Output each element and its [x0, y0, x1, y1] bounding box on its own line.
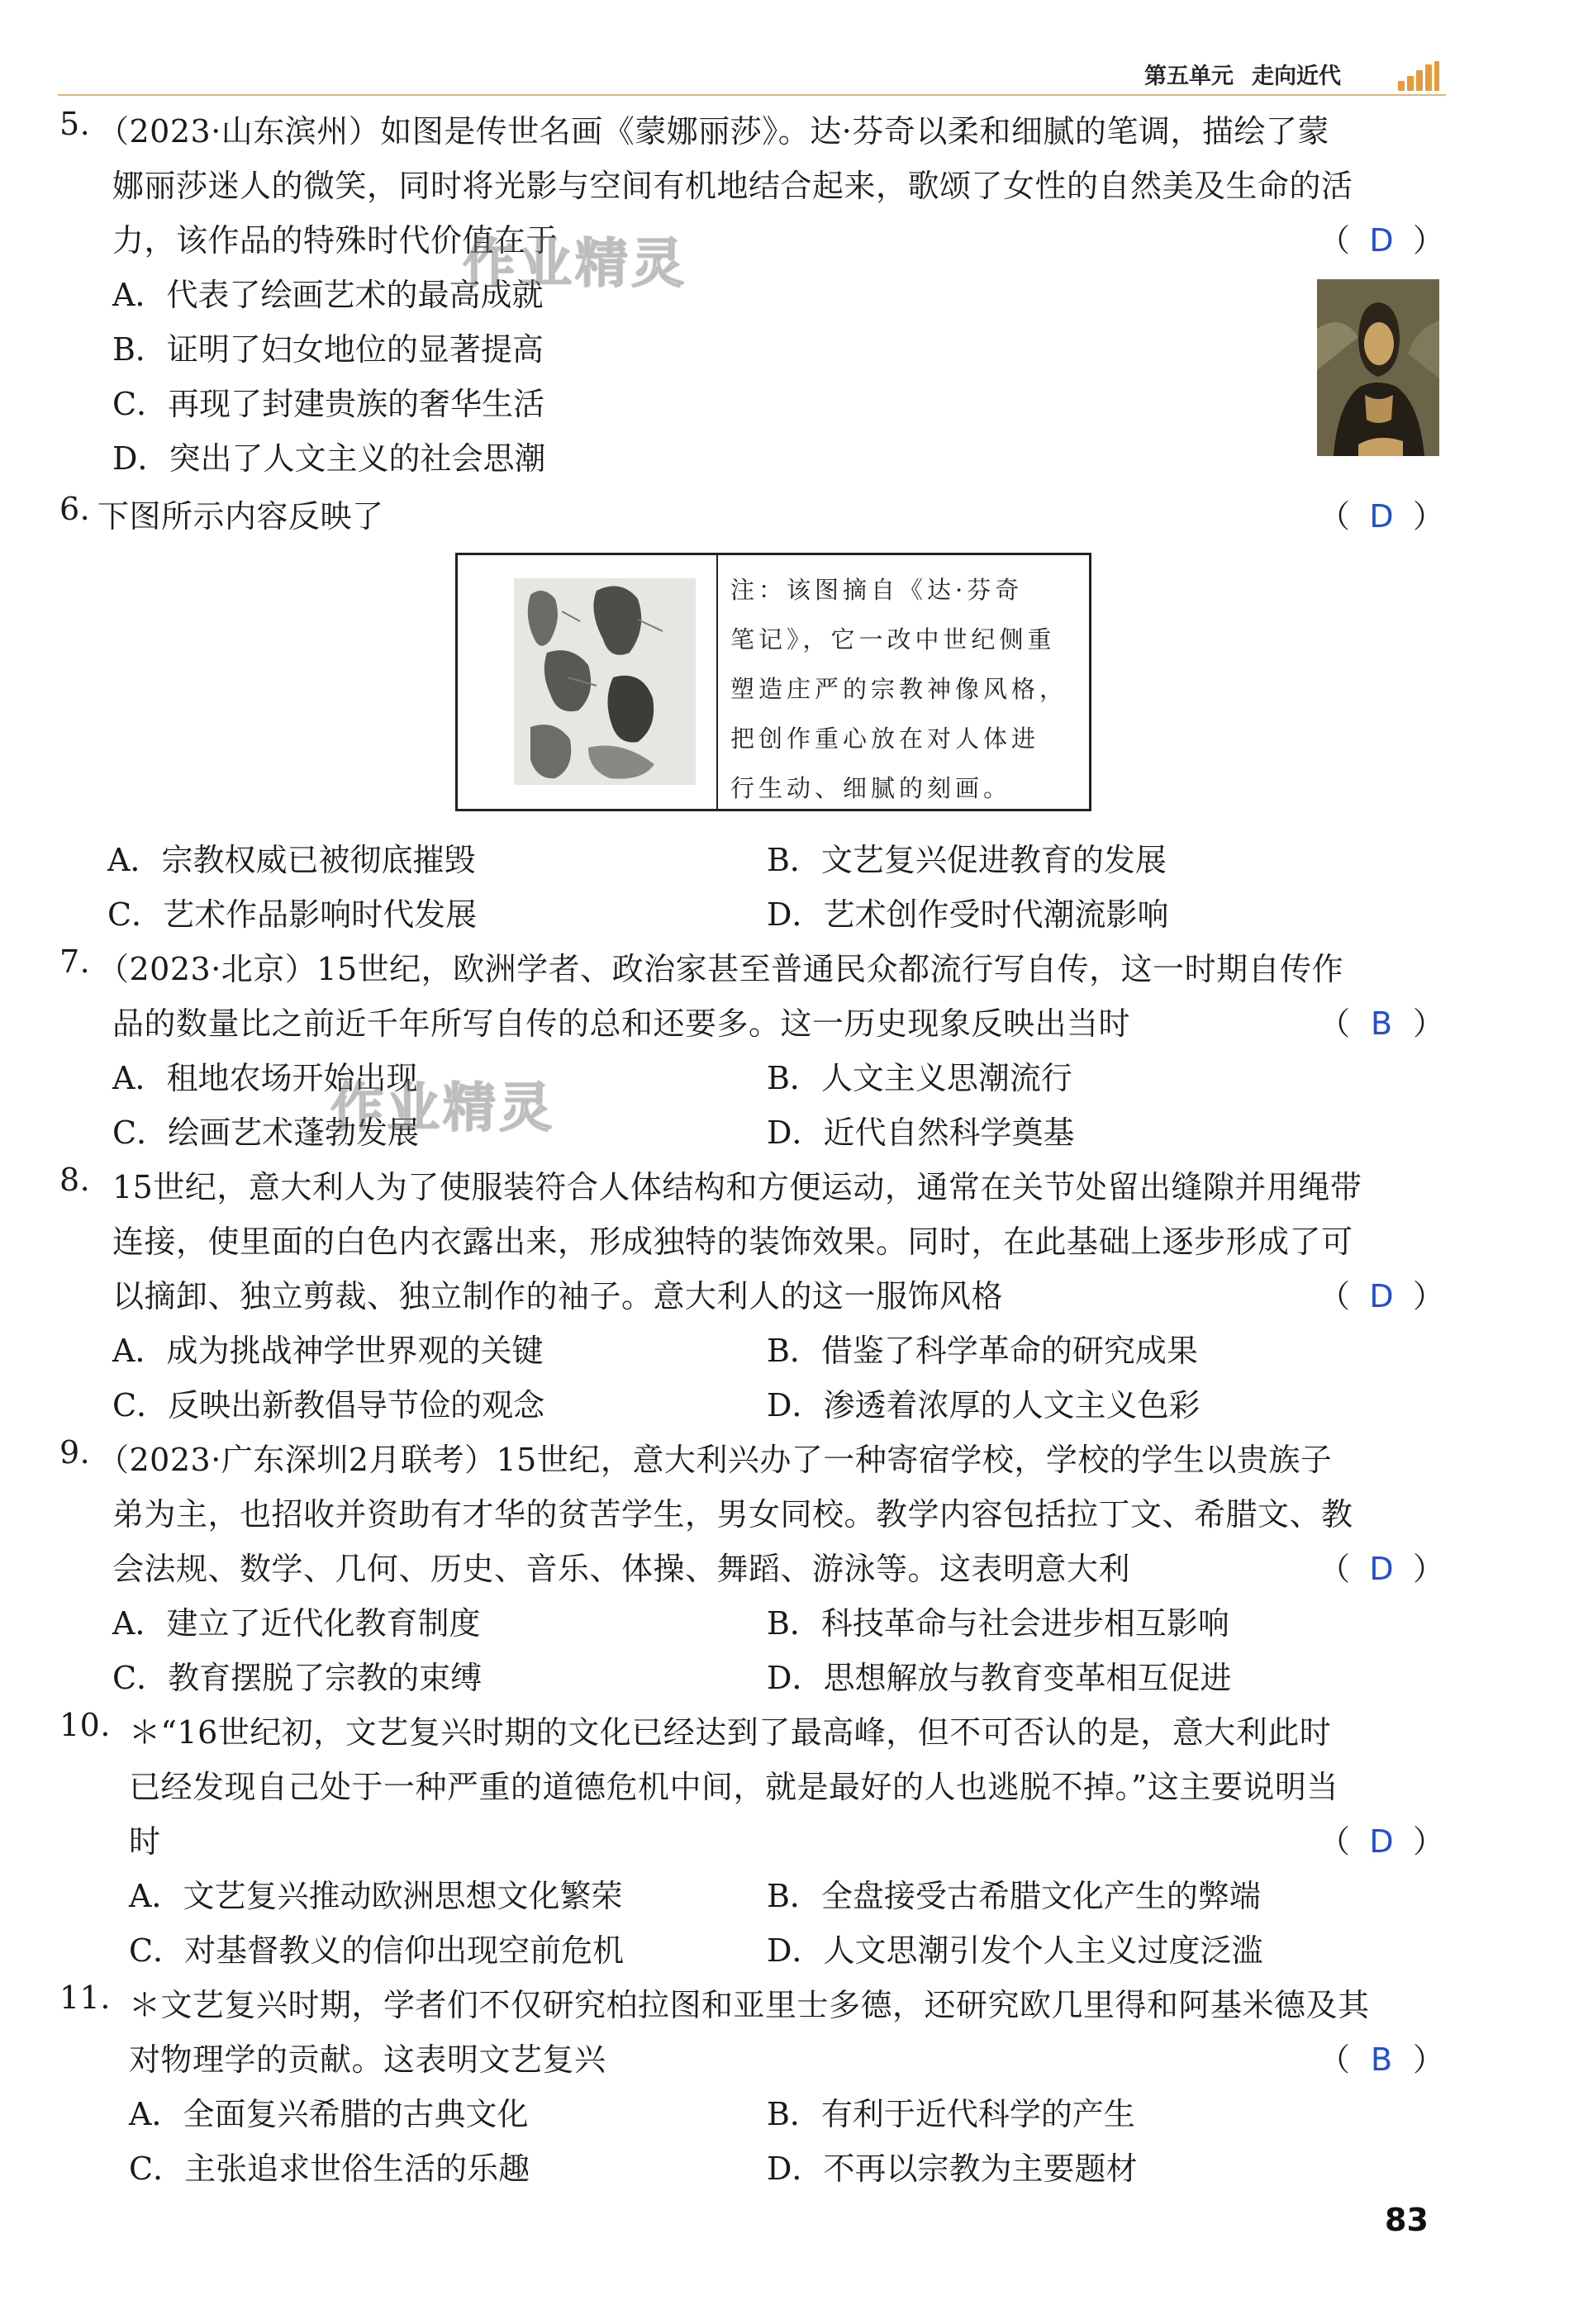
unit-name: 走向近代	[1252, 64, 1341, 89]
q9-line-3: 会法规、数学、几何、历史、音乐、体操、舞蹈、游泳等。这表明意大利	[112, 1551, 1131, 1587]
q7-option-d: D．近代自然科学奠基	[767, 1114, 1075, 1151]
q5-option-c: C．再现了封建贵族的奢华生活	[112, 386, 545, 422]
q7-option-c: C．绘画艺术蓬勃发展	[112, 1114, 420, 1151]
figure-divider	[716, 555, 718, 809]
q6-option-a: A．宗教权威已被彻底摧毁	[107, 842, 476, 878]
mona-lisa-image	[1317, 279, 1439, 456]
q5-answer-letter: D	[1369, 222, 1394, 259]
q10-answer: （ D ）	[1319, 1823, 1445, 1860]
q9-line-1: （2023·广东深圳2月联考）15世纪，意大利兴办了一种寄宿学校，学校的学生以贵族子	[97, 1442, 1333, 1478]
q7-answer-letter: B	[1370, 1005, 1393, 1042]
q7-number: 7.	[59, 943, 91, 980]
q11-option-a: A．全面复兴希腊的古典文化	[129, 2096, 529, 2132]
q8-option-c: C．反映出新教倡导节俭的观念	[112, 1387, 545, 1423]
q10-option-b: B．全盘接受古希腊文化产生的弊端	[767, 1878, 1261, 1914]
q9-number: 9.	[59, 1434, 91, 1471]
figure-note-line-4: 把创作重心放在对人体进	[730, 725, 1040, 753]
q6-number: 6.	[59, 491, 91, 527]
q5-line-2: 娜丽莎迷人的微笑，同时将光影与空间有机地结合起来，歌颂了女性的自然美及生命的活	[112, 168, 1353, 204]
signal-bars-icon	[1398, 61, 1439, 91]
anatomy-sketch-image	[464, 562, 729, 802]
q10-option-a: A．文艺复兴推动欧洲思想文化繁荣	[129, 1878, 623, 1914]
q7-option-a: A．租地农场开始出现	[112, 1060, 418, 1096]
q7-answer: （ B ）	[1319, 1005, 1445, 1042]
q6-answer: （ D ）	[1319, 498, 1445, 535]
q6-option-b: B．文艺复兴促进教育的发展	[767, 842, 1167, 878]
q11-answer: （ B ）	[1319, 2041, 1445, 2078]
q11-option-b: B．有利于近代科学的产生	[767, 2096, 1135, 2132]
q5-answer: （ D ）	[1319, 222, 1445, 259]
figure-davinci-notebook	[455, 553, 1091, 811]
q9-option-b: B．科技革命与社会进步相互影响	[767, 1605, 1229, 1642]
q5-option-b: B．证明了妇女地位的显著提高	[112, 331, 544, 368]
q9-answer: （ D ）	[1319, 1551, 1445, 1587]
q11-answer-letter: B	[1370, 2041, 1393, 2078]
q8-option-b: B．借鉴了科学革命的研究成果	[767, 1333, 1198, 1369]
q10-answer-letter: D	[1369, 1823, 1394, 1860]
q5-number: 5.	[59, 106, 91, 142]
unit-title	[1144, 58, 1359, 90]
q11-line-1: ＊文艺复兴时期，学者们不仅研究柏拉图和亚里士多德，还研究欧几里得和阿基米德及其	[129, 1987, 1370, 2023]
figure-note-line-1: 注：该图摘自《达·芬奇	[730, 576, 1024, 604]
q7-option-b: B．人文主义思潮流行	[767, 1060, 1072, 1096]
watermark: 作业精灵	[463, 234, 687, 295]
q7-line-2: 品的数量比之前近千年所写自传的总和还要多。这一历史现象反映出当时	[112, 1005, 1131, 1042]
q10-line-3: 时	[129, 1823, 161, 1860]
watermark: 作业精灵	[330, 1078, 555, 1139]
q8-option-d: D．渗透着浓厚的人文主义色彩	[767, 1387, 1201, 1423]
q9-option-d: D．思想解放与教育变革相互促进	[767, 1660, 1232, 1696]
q9-option-c: C．教育摆脱了宗教的束缚	[112, 1660, 483, 1696]
q5-line-1: （2023·山东滨州）如图是传世名画《蒙娜丽莎》。达·芬奇以柔和细腻的笔调，描绘了蒙	[97, 113, 1329, 150]
q8-number: 8.	[59, 1162, 91, 1198]
q11-option-d: D．不再以宗教为主要题材	[767, 2151, 1138, 2187]
q8-answer-letter: D	[1369, 1278, 1394, 1314]
q5-option-a: A．代表了绘画艺术的最高成就	[112, 277, 544, 313]
q9-line-2: 弟为主，也招收并资助有才华的贫苦学生，男女同校。教学内容包括拉丁文、希腊文、教	[112, 1496, 1353, 1533]
q10-option-c: C．对基督教义的信仰出现空前危机	[129, 1932, 625, 1969]
q10-number: 10.	[59, 1707, 111, 1743]
q8-line-1: 15世纪，意大利人为了使服装符合人体结构和方便运动，通常在关节处留出缝隙并用绳带	[112, 1169, 1362, 1205]
q5-option-d: D．突出了人文主义的社会思潮	[112, 440, 546, 477]
q11-number: 11.	[59, 1979, 111, 2016]
q9-option-a: A．建立了近代化教育制度	[112, 1605, 481, 1642]
page-header	[0, 0, 1569, 97]
q7-line-1: （2023·北京）15世纪，欧洲学者、政治家甚至普通民众都流行写自传，这一时期自传作	[97, 951, 1344, 987]
q11-line-2: 对物理学的贡献。这表明文艺复兴	[129, 2041, 606, 2078]
q10-line-2: 已经发现自己处于一种严重的道德危机中间，就是最好的人也逃脱不掉。”这主要说明当	[129, 1769, 1338, 1805]
q11-option-c: C．主张追求世俗生活的乐趣	[129, 2151, 530, 2187]
figure-note-line-3: 塑造庄严的宗教神像风格，	[730, 675, 1068, 703]
page-number: 83	[1385, 2202, 1429, 2238]
header-rule	[58, 94, 1446, 96]
q10-option-d: D．人文思潮引发个人主义过度泛滥	[767, 1932, 1263, 1969]
q8-line-2: 连接，使里面的白色内衣露出来，形成独特的装饰效果。同时，在此基础上逐步形成了可	[112, 1224, 1353, 1260]
q6-option-c: C．艺术作品影响时代发展	[107, 896, 478, 933]
figure-note-line-2: 笔记》，它一改中世纪侧重	[730, 625, 1056, 653]
q8-line-3: 以摘卸、独立剪裁、独立制作的袖子。意大利人的这一服饰风格	[112, 1278, 1004, 1314]
q6-line-1: 下图所示内容反映了	[97, 498, 384, 535]
q9-answer-letter: D	[1369, 1551, 1394, 1587]
figure-note-line-5: 行生动、细腻的刻画。	[730, 774, 1012, 802]
q8-option-a: A．成为挑战神学世界观的关键	[112, 1333, 544, 1369]
unit-number: 第五单元	[1144, 64, 1234, 89]
q8-answer: （ D ）	[1319, 1278, 1445, 1314]
q6-option-d: D．艺术创作受时代潮流影响	[767, 896, 1169, 933]
q6-answer-letter: D	[1369, 498, 1394, 535]
q10-line-1: ＊“16世纪初，文艺复兴时期的文化已经达到了最高峰，但不可否认的是，意大利此时	[129, 1714, 1332, 1751]
figure-note	[730, 565, 1077, 813]
q5-line-3: 力，该作品的特殊时代价值在于	[112, 222, 559, 259]
